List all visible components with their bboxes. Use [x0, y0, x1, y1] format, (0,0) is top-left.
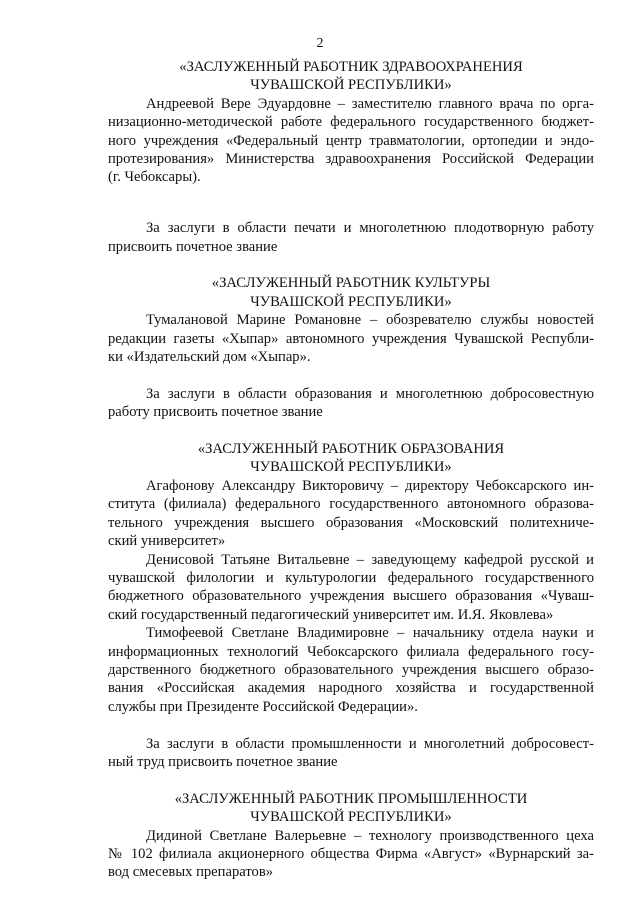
section-heading-health: [108, 58, 594, 95]
section-heading-culture: [108, 274, 594, 311]
text-line: редакции газеты «Хыпар» автономного учреждения Чувашской Республи-: [108, 330, 594, 347]
text-line: Андреевой Вере Эдуардовне – заместителю главного врача по орга-: [146, 95, 594, 112]
document-body: [108, 58, 594, 882]
text-line: службы при Президенте Российской Федерации».: [108, 698, 418, 715]
text-line: За заслуги в области образования и многолетнюю добросовестную: [146, 385, 594, 402]
text-line: Денисовой Татьяне Витальевне – заведующему кафедрой русской и: [146, 551, 594, 568]
text-line: Тимофеевой Светлане Владимировне – начальнику отдела науки и: [146, 625, 594, 642]
text-line: ки «Издательский дом «Хыпар».: [108, 349, 311, 366]
text-line: ский государственный педагогический университет им. И.Я. Яковлева»: [108, 606, 554, 623]
paragraph-timofeeva: [108, 624, 594, 716]
heading-line: «ЗАСЛУЖЕННЫЙ РАБОТНИК КУЛЬТУРЫ: [211, 275, 491, 292]
text-line: ститута (филиала) федерального государственного автономного образова-: [108, 496, 594, 513]
text-line: вод смесевых препаратов»: [108, 864, 274, 881]
heading-line: «ЗАСЛУЖЕННЫЙ РАБОТНИК ОБРАЗОВАНИЯ: [197, 441, 505, 458]
text-line: тельного учреждения высшего образования «Московский политехниче-: [108, 514, 594, 531]
text-line: дарственного бюджетного образовательного учреждения высшего образо-: [108, 661, 594, 678]
text-line: Дидиной Светлане Валерьевне – технологу производственного цеха: [146, 827, 594, 844]
award-phrase-education: [108, 385, 594, 422]
text-line: протезирования» Министерства здравоохранения Российской Федерации: [108, 151, 594, 168]
text-line: чувашской филологии и культурологии федерального государственного: [108, 569, 594, 586]
text-line: За заслуги в области печати и многолетнюю плодотворную работу: [146, 220, 594, 237]
text-line: низационно-методической работе федерального государственного бюджет-: [108, 114, 594, 131]
heading-line: «ЗАСЛУЖЕННЫЙ РАБОТНИК ЗДРАВООХРАНЕНИЯ: [179, 59, 523, 75]
heading-line: ЧУВАШСКОЙ РЕСПУБЛИКИ»: [250, 77, 452, 94]
section-heading-education: [108, 440, 594, 477]
text-line: Агафонову Александру Викторовичу – директору Чебоксарского ин-: [146, 477, 594, 494]
text-line: Тумалановой Марине Романовне – обозревателю службы новостей: [146, 312, 594, 329]
text-line: присвоить почетное звание: [108, 238, 278, 255]
text-line: № 102 филиала акционерного общества Фирма «Август» «Вурнарский за-: [108, 845, 594, 862]
text-line: ный труд присвоить почетное звание: [108, 753, 338, 770]
section-heading-industry: [108, 790, 594, 827]
heading-line: «ЗАСЛУЖЕННЫЙ РАБОТНИК ПРОМЫШЛЕННОСТИ: [174, 790, 528, 807]
heading-line: ЧУВАШСКОЙ РЕСПУБЛИКИ»: [250, 459, 452, 476]
text-line: ного учреждения «Федеральный центр травматологии, ортопедии и эндо-: [108, 132, 594, 149]
paragraph-didina: [108, 827, 594, 882]
text-line: вания «Российская академия народного хозяйства и государственной: [108, 680, 594, 697]
paragraph-andreeva: [108, 95, 594, 187]
award-phrase-industry: [108, 735, 594, 772]
text-line: работу присвоить почетное звание: [108, 404, 323, 421]
paragraph-tumalanova: [108, 311, 594, 366]
page-number: 2: [316, 36, 324, 51]
award-phrase-press: [108, 219, 594, 256]
paragraph-denisova: [108, 551, 594, 625]
text-line: За заслуги в области промышленности и многолетний добросовест-: [146, 735, 594, 752]
text-line: информационных технологий Чебоксарского филиала федерального госу-: [108, 643, 594, 660]
paragraph-agafonov: [108, 477, 594, 551]
heading-line: ЧУВАШСКОЙ РЕСПУБЛИКИ»: [250, 293, 452, 310]
text-line: бюджетного образовательного учреждения высшего образования «Чуваш-: [108, 588, 594, 605]
text-line: (г. Чебоксары).: [108, 169, 201, 186]
heading-line: ЧУВАШСКОЙ РЕСПУБЛИКИ»: [250, 809, 452, 826]
text-line: ский университет»: [108, 533, 226, 550]
